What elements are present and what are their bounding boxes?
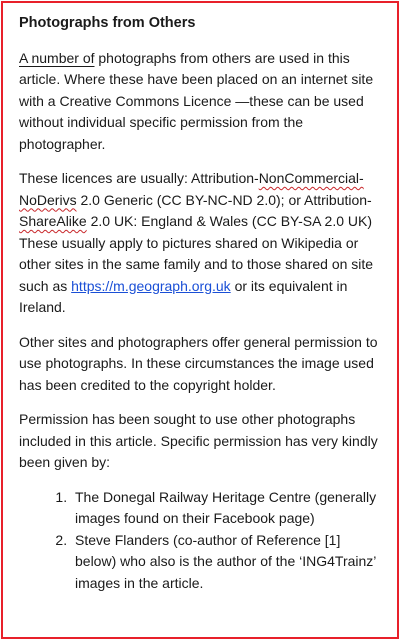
licence-text-1: These licences are usually: Attribution- <box>19 170 259 186</box>
permission-list <box>19 487 385 595</box>
spellcheck-word-noncommercial: NonCommercial-NoDerivs <box>19 170 364 208</box>
paragraph-intro-text: photographs from others are used in this article. Where these have been placed on an internet site with a Creative Commons Licence —these can be used without individual specific permission from the photographer. <box>19 49 374 152</box>
spellcheck-word-sharealike: ShareAlike <box>19 213 87 229</box>
licence-text-2: 2.0 Generic (CC BY-NC-ND 2.0); or Attribution- <box>76 191 372 208</box>
paragraph-licences <box>19 168 385 319</box>
licence-text-4: or its equivalent in Ireland. <box>19 277 348 315</box>
document-body <box>19 13 385 594</box>
licence-text-3: 2.0 UK: England & Wales (CC BY-SA 2.0 UK) These usually apply to pictures shared on Wikipedia or other sites in the same family and to those shared on site such as <box>19 213 374 294</box>
spellcheck-phrase: A number of <box>19 49 95 66</box>
paragraph-intro <box>19 48 385 156</box>
list-item: 1. The Donegal Railway Heritage Centre (generally images found on their Facebook page) <box>71 487 385 530</box>
paragraph-specific-permission: Permission has been sought to use other photographs included in this article. Specific permission has very kindly been given by: <box>19 411 378 470</box>
section-heading: Photographs from Others <box>19 15 196 31</box>
geograph-link[interactable]: https://m.geograph.org.uk <box>71 277 231 294</box>
document-frame <box>1 1 399 639</box>
list-item: 2. Steve Flanders (co-author of Reference [1] below) who also is the author of the ‘ING4Trainz’ images in the article. <box>71 530 385 595</box>
paragraph-general-permission: Other sites and photographers offer general permission to use photographs. In these circumstances the image used has been credited to the copyright holder. <box>19 333 378 393</box>
